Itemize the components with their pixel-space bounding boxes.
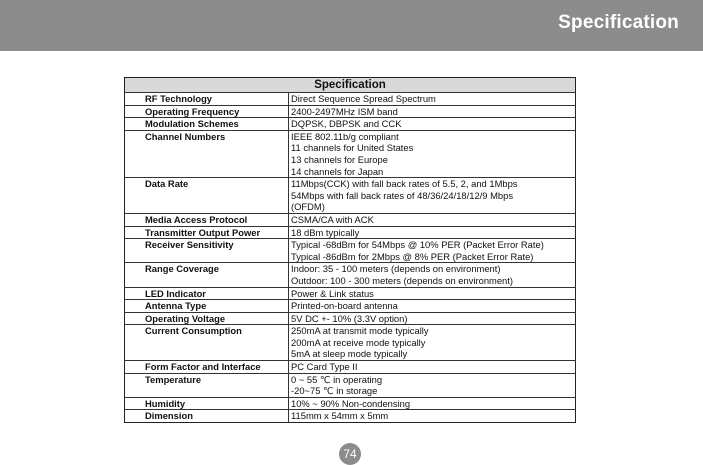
table-row [125,239,576,263]
spec-label: Temperature [125,373,289,397]
spec-value-line: 18 dBm typically [291,226,360,238]
spec-value-line: 2400-2497MHz ISM band [291,105,398,117]
spec-value-line: Outdoor: 100 - 300 meters (depends on environment) [291,274,514,286]
spec-label: Receiver Sensitivity [125,239,289,263]
spec-label: Channel Numbers [125,130,289,177]
spec-label: Operating Voltage [125,312,289,325]
spec-value [289,373,576,397]
spec-label: Antenna Type [125,300,289,313]
spec-value [289,325,576,361]
spec-value-line: Direct Sequence Spread Spectrum [291,93,436,104]
table-row [125,263,576,287]
spec-label: Data Rate [125,178,289,214]
spec-value-line: Typical -68dBm for 54Mbps @ 10% PER (Packet Error Rate) [291,239,544,251]
spec-value-line: -20~75 ℃ in storage [291,385,378,397]
table-row [125,105,576,118]
spec-value-line: IEEE 802.11b/g compliant [291,130,399,142]
spec-label: RF Technology [125,93,289,106]
specification-table [124,77,576,423]
spec-value-line: 54Mbps with fall back rates of 48/36/24/18/12/9 Mbps [291,189,514,201]
spec-label: Modulation Schemes [125,118,289,131]
spec-value [289,178,576,214]
table-row [125,178,576,214]
table-row [125,93,576,106]
header-bar [0,0,703,51]
spec-value [289,105,576,118]
spec-value-line: 115mm x 54mm x 5mm [291,410,389,422]
spec-label: Media Access Protocol [125,213,289,226]
spec-value-line: CSMA/CA with ACK [291,213,374,225]
spec-value-line: 250mA at transmit mode typically [291,325,429,337]
spec-value-line: Printed-on-board antenna [291,300,398,312]
spec-value [289,397,576,410]
spec-value [289,263,576,287]
spec-value-line: 13 channels for Europe [291,153,388,165]
table-row [125,397,576,410]
page-number: 74 [339,443,361,465]
table-row [125,213,576,226]
spec-value-line: 200mA at receive mode typically [291,336,426,348]
specification-table-container [124,77,576,423]
spec-label: Dimension [125,410,289,423]
table-row [125,118,576,131]
table-row [125,373,576,397]
table-row [125,312,576,325]
spec-value-line: Indoor: 35 - 100 meters (depends on environment) [291,263,501,275]
spec-label: LED Indicator [125,287,289,300]
spec-value-line: 14 channels for Japan [291,165,384,177]
spec-label: Range Coverage [125,263,289,287]
spec-value [289,287,576,300]
spec-value [289,226,576,239]
table-row [125,410,576,423]
table-row [125,130,576,177]
table-row [125,361,576,374]
table-title: Specification [125,78,576,93]
spec-value [289,410,576,423]
spec-value-line: 11Mbps(CCK) with fall back rates of 5.5, 2, and 1Mbps [291,178,518,190]
spec-value-line: Power & Link status [291,287,374,299]
spec-value-line: 11 channels for United States [291,142,414,154]
spec-label: Current Consumption [125,325,289,361]
spec-value [289,213,576,226]
table-row [125,325,576,361]
spec-value [289,312,576,325]
table-row [125,287,576,300]
spec-label: Operating Frequency [125,105,289,118]
spec-value-line: (OFDM) [291,201,325,213]
spec-value [289,239,576,263]
table-row [125,226,576,239]
spec-value-line: PC Card Type II [291,361,358,373]
spec-value [289,93,576,106]
spec-value [289,130,576,177]
spec-value [289,300,576,313]
spec-value-line: 10% ~ 90% Non-condensing [291,397,411,409]
spec-label: Form Factor and Interface [125,361,289,374]
spec-value-line: DQPSK, DBPSK and CCK [291,118,402,130]
spec-value [289,361,576,374]
table-row [125,300,576,313]
spec-label: Transmitter Output Power [125,226,289,239]
spec-label: Humidity [125,397,289,410]
spec-value-line: 5V DC +- 10% (3.3V option) [291,312,408,324]
page-title: Specification [558,12,679,33]
spec-value-line: 0 ~ 55 ℃ in operating [291,373,383,385]
table-title-row [125,78,576,93]
spec-value-line: 5mA at sleep mode typically [291,348,408,360]
spec-value [289,118,576,131]
spec-value-line: Typical -86dBm for 2Mbps @ 8% PER (Packet Error Rate) [291,250,534,262]
